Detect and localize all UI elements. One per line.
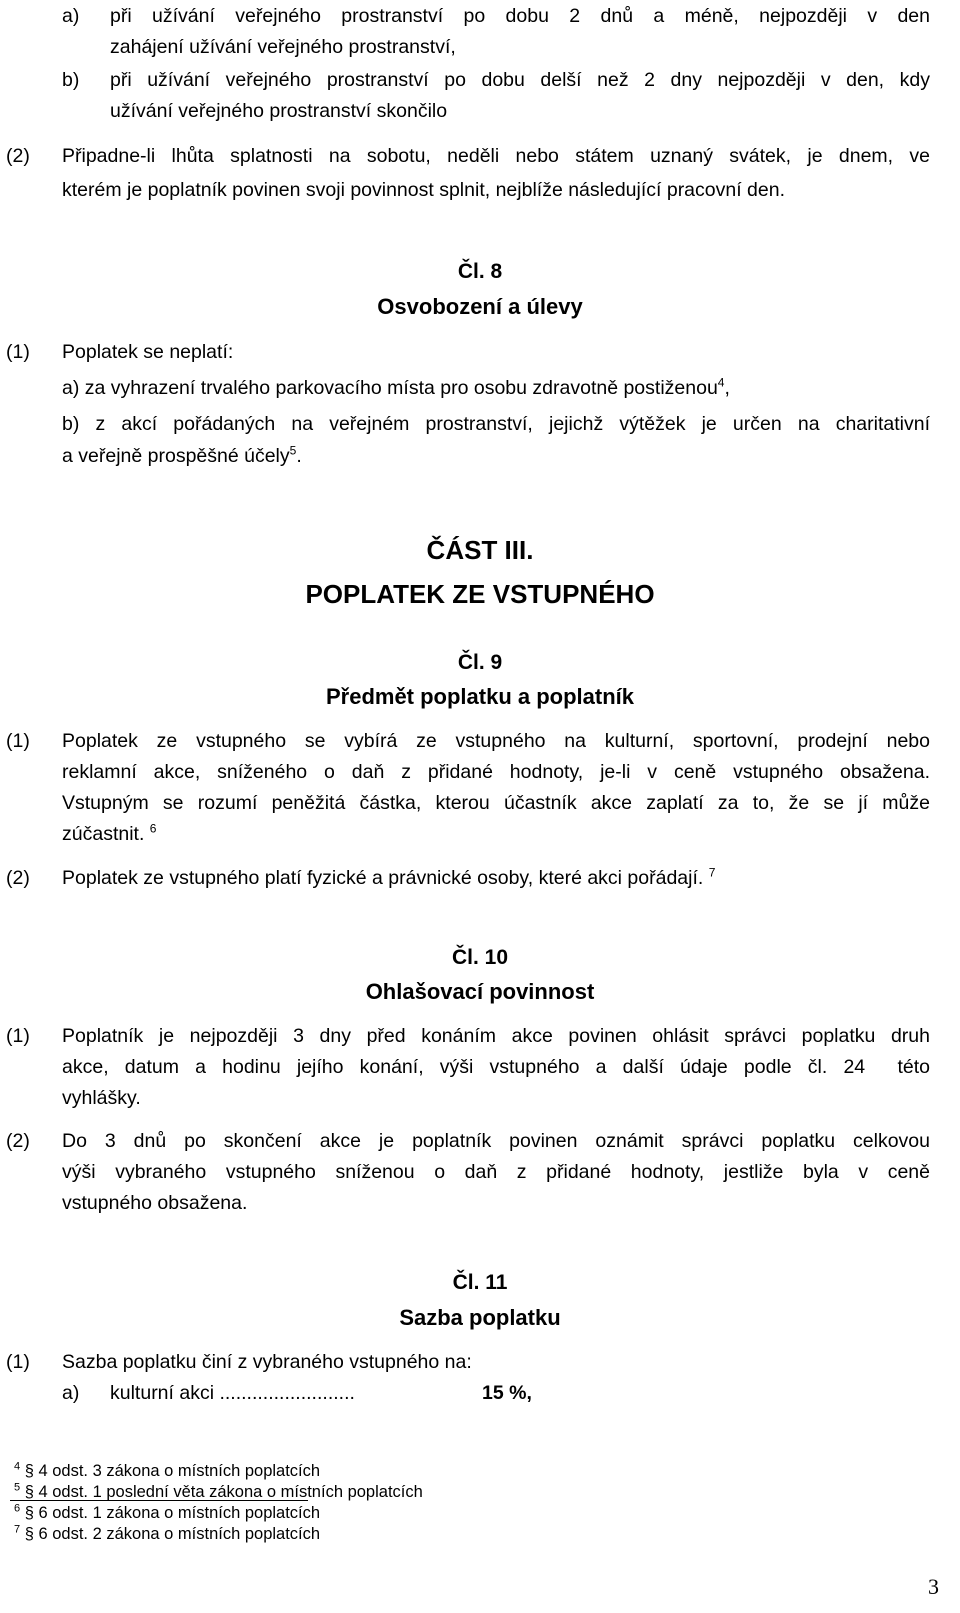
footnote-text: § 4 odst. 1 poslední věta zákona o místních poplatcích [24, 1483, 423, 1501]
para-2-line2: kterém je poplatník povinen svoji povinnost splnit, nejblíže následující pracovní den. [62, 179, 786, 201]
footnote-4 [14, 1461, 320, 1481]
article-8-p1-text: Poplatek se neplatí: [62, 341, 234, 363]
article-10-p2-marker: (2) [6, 1130, 30, 1152]
page-number: 3 [928, 1574, 939, 1599]
article-10-p2-line2: výši vybraného vstupného sníženou o daň z přidané hodnoty, jestliže byla v ceně [62, 1161, 930, 1183]
article-10-p1-line3: vyhlášky. [62, 1087, 141, 1109]
article-8-item-a-end: , [724, 377, 730, 399]
list-item-b-line2: užívání veřejného prostranství skončilo [110, 100, 448, 122]
footnote-number: 7 [14, 1523, 21, 1536]
footnote-ref-6: 6 [149, 821, 157, 836]
article-8-item-b-line2 [62, 444, 302, 468]
footnote-5 [14, 1482, 423, 1502]
footnote-6 [14, 1503, 320, 1523]
footnote-ref-5: 5 [289, 443, 297, 458]
article-10-p1-line2: akce, datum a hodinu jejího konání, výši vstupného a další údaje podle čl. 24 této [62, 1056, 930, 1078]
article-10-p2-line3: vstupného obsažena. [62, 1192, 248, 1214]
article-8-item-b-end: . [296, 445, 302, 467]
article-11-heading: Čl. 11 [452, 1271, 508, 1294]
article-8-item-b-text: a veřejně prospěšné účely [62, 445, 290, 467]
footnote-text: § 6 odst. 2 zákona o místních poplatcích [24, 1525, 321, 1543]
article-11-item-a-value: 15 %, [482, 1382, 532, 1404]
article-11-p1-text: Sazba poplatku činí z vybraného vstupného na: [62, 1351, 472, 1373]
article-9-p1-marker: (1) [6, 730, 30, 752]
article-8-p1-marker: (1) [6, 341, 30, 363]
footnote-text: § 6 odst. 1 zákona o místních poplatcích [24, 1504, 321, 1522]
footnote-ref-4: 4 [717, 375, 725, 390]
article-8-item-a-text: a) za vyhrazení trvalého parkovacího místa pro osobu zdravotně postiženou [62, 377, 718, 399]
article-9-title: Předmět poplatku a poplatník [325, 684, 635, 709]
article-9-heading: Čl. 9 [457, 651, 503, 674]
article-10-title: Ohlašovací povinnost [365, 979, 595, 1004]
article-11-p1-marker: (1) [6, 1351, 30, 1373]
list-marker-a: a) [62, 5, 80, 27]
article-10-p1-line1: Poplatník je nejpozději 3 dny před konáním akce povinen ohlásit správci poplatku druh [62, 1025, 930, 1047]
list-item-a-line1: při užívání veřejného prostranství po dobu 2 dnů a méně, nejpozději v den [110, 5, 930, 27]
article-11-item-a-text: kulturní akci ......................... [110, 1382, 355, 1404]
article-9-p1-line4-text: zúčastnit. [62, 823, 145, 845]
article-10-heading: Čl. 10 [451, 946, 509, 969]
footnote-number: 4 [14, 1460, 21, 1473]
footnote-7 [14, 1524, 320, 1544]
article-10-p2-line1: Do 3 dnů po skončení akce je poplatník povinen oznámit správci poplatku celkovou [62, 1130, 930, 1152]
footnote-text: § 4 odst. 3 zákona o místních poplatcích [24, 1462, 321, 1480]
article-9-p2-line [62, 866, 715, 890]
article-9-p2-marker: (2) [6, 867, 30, 889]
article-10-p1-marker: (1) [6, 1025, 30, 1047]
list-marker-b: b) [62, 69, 80, 91]
article-8-heading: Čl. 8 [457, 260, 503, 283]
footnote-number: 6 [14, 1502, 21, 1515]
part-3-title: POPLATEK ZE VSTUPNÉHO [305, 579, 655, 609]
article-8-title: Osvobození a úlevy [377, 294, 583, 319]
article-9-p2-text: Poplatek ze vstupného platí fyzické a právnické osoby, které akci pořádají. [62, 867, 704, 889]
article-9-p1-line3: Vstupným se rozumí peněžitá částka, kterou účastník akce zaplatí za to, že se jí může [62, 792, 930, 814]
para-2-line1: Připadne-li lhůta splatnosti na sobotu, neděli nebo státem uznaný svátek, je dnem, ve [62, 145, 930, 167]
article-11-title: Sazba poplatku [399, 1305, 561, 1330]
list-item-b-line1: při užívání veřejného prostranství po dobu delší než 2 dny nejpozději v den, kdy [110, 69, 930, 91]
para-2-marker: (2) [6, 145, 30, 167]
article-11-item-a-marker: a) [62, 1382, 80, 1404]
article-9-p1-line2: reklamní akce, sníženého o daň z přidané hodnoty, je-li v ceně vstupného obsažena. [62, 761, 930, 783]
article-9-p1-line1: Poplatek ze vstupného se vybírá ze vstupného na kulturní, sportovní, prodejní nebo [62, 730, 930, 752]
article-8-item-a [62, 376, 730, 400]
footnote-number: 5 [14, 1481, 21, 1494]
article-9-p1-line4 [62, 822, 156, 846]
article-8-item-b-line1: b) z akcí pořádaných na veřejném prostranství, jejichž výtěžek je určen na charitativní [62, 413, 930, 435]
footnote-ref-7: 7 [708, 865, 716, 880]
part-3-heading: ČÁST III. [426, 535, 534, 565]
list-item-a-line2: zahájení užívání veřejného prostranství, [110, 36, 456, 58]
